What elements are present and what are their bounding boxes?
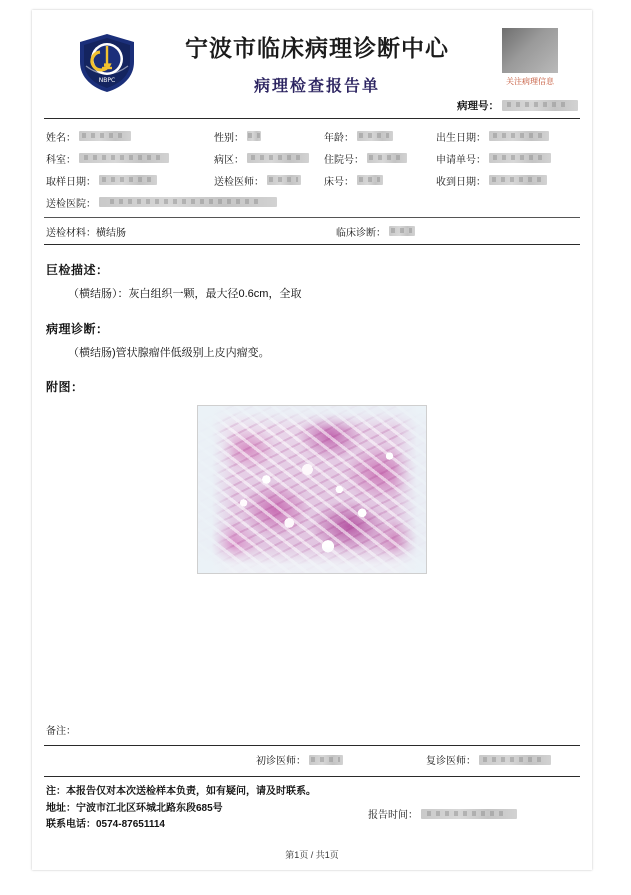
field-ward-value-redacted	[247, 153, 309, 163]
field-request-no-label: 申请单号：	[436, 154, 486, 166]
document-title: 病理检查报告单	[253, 76, 380, 95]
field-hospital-label: 送检医院：	[46, 198, 96, 210]
field-bed-no-value-redacted	[357, 175, 383, 185]
field-bed-no	[324, 173, 436, 188]
pathology-diagnosis-title: 病理诊断：	[46, 321, 109, 336]
report-sheet	[32, 10, 592, 870]
qr-code-icon[interactable]	[502, 28, 558, 73]
divider-signature-bottom	[44, 776, 580, 777]
field-sampling-date-value-redacted	[99, 175, 157, 185]
field-sampling-date	[46, 173, 214, 188]
field-first-doctor	[256, 752, 426, 767]
field-age-label: 年龄：	[324, 132, 354, 144]
field-specimen	[46, 224, 336, 239]
histopathology-micrograph	[197, 405, 427, 574]
field-hospital	[46, 195, 277, 210]
footer-notes	[46, 784, 316, 834]
pathology-diagnosis-text: （横结肠)管状腺瘤伴低级别上皮内瘤变。	[68, 346, 270, 359]
field-submitting-doctor-value-redacted	[267, 175, 301, 185]
field-review-doctor-label: 复诊医师：	[426, 756, 476, 767]
footer-note-line-3: 联系电话：0574-87651114	[46, 819, 165, 830]
info-row-4	[46, 191, 578, 213]
specimen-row	[32, 218, 592, 244]
field-specimen-value: 横结肠	[96, 227, 126, 239]
field-sampling-date-label: 取样日期：	[46, 176, 96, 188]
info-row-1	[46, 125, 578, 147]
report-number-label: 病理号：	[457, 100, 499, 112]
field-request-no	[436, 151, 578, 166]
field-gender-value-redacted	[247, 131, 261, 141]
info-row-2	[46, 147, 578, 169]
field-bed-no-label: 床号：	[324, 176, 354, 188]
field-report-time-label: 报告时间：	[368, 810, 418, 821]
field-received-date-label: 收到日期：	[436, 176, 486, 188]
footer-note-line-1: 注：本报告仅对本次送检样本负责，如有疑问，请及时联系。	[46, 786, 316, 797]
field-age-value-redacted	[357, 131, 393, 141]
field-review-doctor-value-redacted	[479, 755, 551, 765]
organization-title: 宁波市临床病理诊断中心	[185, 35, 449, 62]
attached-figure-title: 附图：	[46, 380, 84, 395]
field-ward	[214, 151, 324, 166]
field-specimen-label: 送检材料：	[46, 227, 96, 239]
field-received-date-value-redacted	[489, 175, 547, 185]
field-clinical-diagnosis-label: 临床诊断：	[336, 227, 386, 239]
footer-note-line-2: 地址：宁波市江北区环城北路东段685号	[46, 802, 223, 814]
page-indicator: 第1页 / 共1页	[285, 850, 339, 860]
micrograph-layer-edge	[198, 406, 426, 573]
gross-description-title: 巨检描述：	[46, 263, 109, 277]
field-inpatient-no-value-redacted	[367, 153, 407, 163]
qr-code-caption: 关注病理信息	[506, 77, 554, 86]
field-birthdate-label: 出生日期：	[436, 132, 486, 144]
field-report-time-value-redacted	[421, 809, 517, 819]
divider-specimen-bottom	[44, 244, 580, 245]
field-submitting-doctor-label: 送检医师：	[214, 176, 264, 188]
field-ward-label: 病区：	[214, 154, 244, 166]
field-inpatient-no	[324, 151, 436, 166]
gross-description-text: （横结肠）：灰白组织一颗，最大径0.6cm，全取	[68, 288, 302, 300]
field-first-doctor-label: 初诊医师：	[256, 756, 306, 767]
info-row-3	[46, 169, 578, 191]
field-review-doctor	[426, 752, 578, 767]
qr-code-block[interactable]	[500, 28, 560, 87]
field-birthdate-value-redacted	[489, 131, 549, 141]
report-number-value-redacted	[502, 100, 578, 111]
field-received-date	[436, 173, 578, 188]
field-birthdate	[436, 129, 578, 144]
field-gender-label: 性别：	[214, 132, 244, 144]
field-clinical-diagnosis-value-redacted	[389, 226, 415, 236]
signature-spacer	[46, 752, 256, 767]
patient-info-grid	[32, 119, 592, 217]
field-name	[46, 129, 214, 144]
field-department	[46, 151, 214, 166]
field-clinical-diagnosis	[336, 224, 578, 239]
field-request-no-value-redacted	[489, 153, 551, 163]
field-first-doctor-value-redacted	[309, 755, 343, 765]
field-department-label: 科室：	[46, 154, 76, 166]
figure-wrap	[46, 405, 578, 577]
field-department-value-redacted	[79, 153, 169, 163]
field-hospital-value-redacted	[99, 197, 277, 207]
field-inpatient-no-label: 住院号：	[324, 154, 364, 166]
field-gender	[214, 129, 324, 144]
report-body	[32, 261, 592, 577]
field-report-time	[368, 806, 578, 821]
field-name-label: 姓名：	[46, 132, 76, 144]
svg-text:NBPC: NBPC	[98, 77, 116, 84]
divider-signature-top	[44, 745, 580, 746]
signature-row	[46, 752, 578, 767]
remark-label: 备注：	[46, 726, 76, 737]
field-submitting-doctor	[214, 173, 324, 188]
report-header	[32, 10, 592, 98]
field-name-value-redacted	[79, 131, 131, 141]
report-number-row	[32, 98, 592, 118]
field-age	[324, 129, 436, 144]
